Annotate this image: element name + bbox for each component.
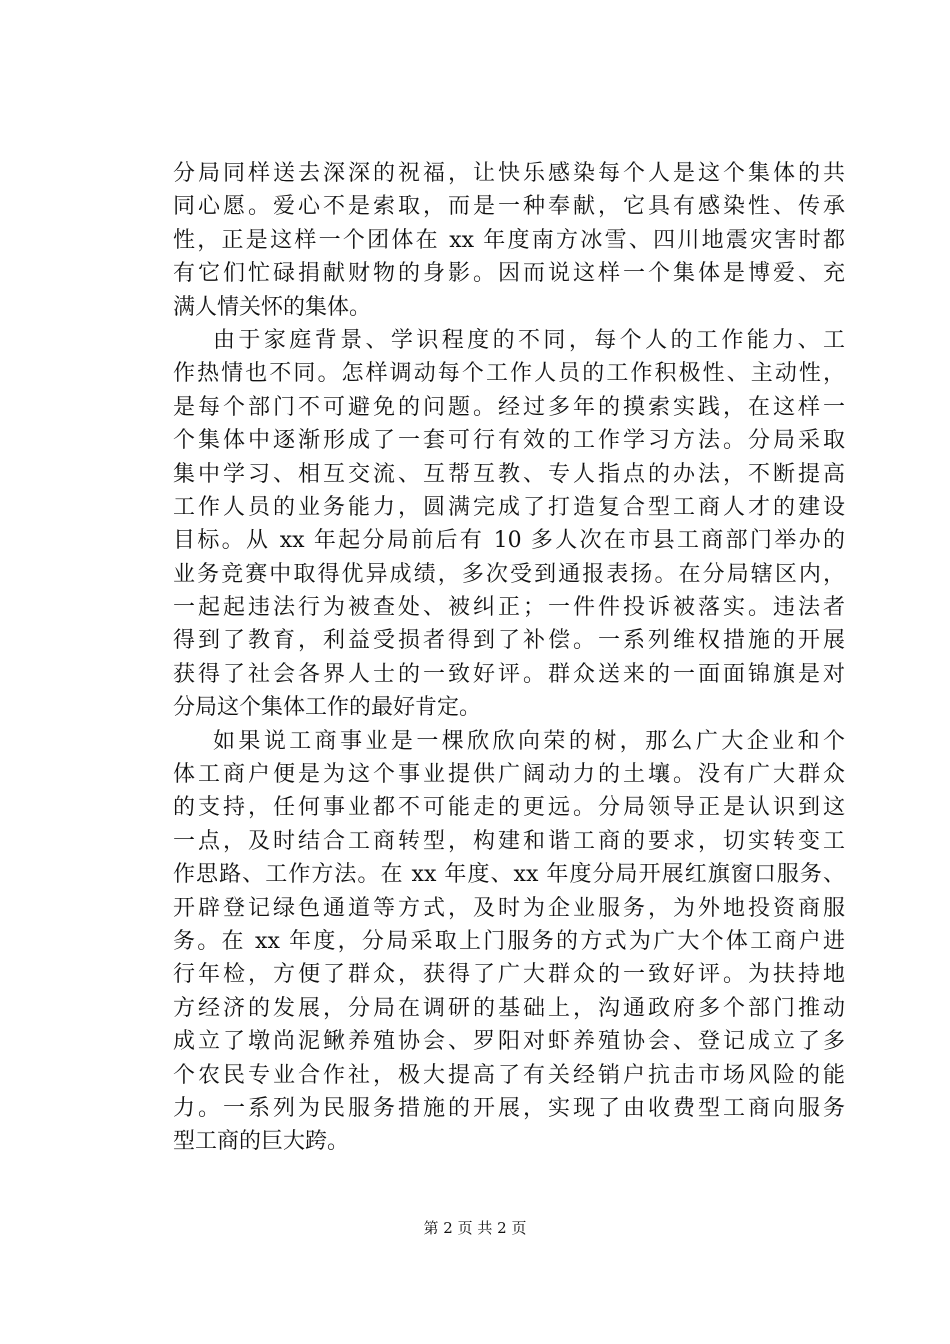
paragraph-line: 力。一系列为民服务措施的开展，实现了由收费型工商向服务 [173, 1095, 845, 1121]
paragraph-line: 务。在 xx 年度，分局采取上门服务的方式为广大个体工商户进 [173, 928, 845, 954]
paragraph-line: 业务竞赛中取得优异成绩，多次受到通报表扬。在分局辖区内， [173, 561, 845, 587]
paragraph-line: 集中学习、相互交流、互帮互教、专人指点的办法，不断提高 [173, 461, 845, 487]
paragraph-line: 分局同样送去深深的祝福，让快乐感染每个人是这个集体的共 [173, 161, 845, 186]
paragraph-line: 目标。从 xx 年起分局前后有 10 多人次在市县工商部门举办的 [173, 528, 845, 554]
paragraph-line: 如果说工商事业是一棵欣欣向荣的树，那么广大企业和个 [213, 728, 845, 754]
paragraph-line: 个农民专业合作社，极大提高了有关经销户抗击市场风险的能 [173, 1062, 845, 1088]
paragraph [173, 725, 845, 1159]
paragraph-line: 行年检，方便了群众，获得了广大群众的一致好评。为扶持地 [173, 962, 845, 988]
page-footer: 第 2 页 共 2 页 [423, 1219, 527, 1237]
paragraph-line: 型工商的巨大跨。 [173, 1129, 350, 1155]
paragraph-line: 由于家庭背景、学识程度的不同，每个人的工作能力、工 [213, 327, 845, 353]
paragraph-line: 有它们忙碌捐献财物的身影。因而说这样一个集体是博爱、充 [173, 261, 845, 287]
paragraph-line: 是每个部门不可避免的问题。经过多年的摸索实践，在这样一 [173, 394, 845, 420]
paragraph-line: 作热情也不同。怎样调动每个工作人员的工作积极性、主动性， [173, 361, 845, 387]
paragraph-line: 获得了社会各界人士的一致好评。群众送来的一面面锦旗是对 [173, 661, 845, 687]
paragraph-line: 一点，及时结合工商转型，构建和谐工商的要求，切实转变工 [173, 828, 845, 854]
paragraph-line: 一起起违法行为被查处、被纠正；一件件投诉被落实。违法者 [173, 595, 845, 621]
paragraph-line: 体工商户便是为这个事业提供广阔动力的土壤。没有广大群众 [173, 762, 845, 788]
paragraph-line: 开辟登记绿色通道等方式，及时为企业服务，为外地投资商服 [173, 895, 845, 921]
paragraph [173, 157, 845, 324]
paragraph-line: 分局这个集体工作的最好肯定。 [173, 695, 482, 721]
paragraph-line: 工作人员的业务能力，圆满完成了打造复合型工商人才的建设 [173, 494, 845, 520]
document-body [173, 157, 845, 1159]
paragraph-line: 成立了墩尚泥鳅养殖协会、罗阳对虾养殖协会、登记成立了多 [173, 1029, 845, 1055]
paragraph-line: 同心愿。爱心不是索取，而是一种奉献，它具有感染性、传承 [173, 194, 845, 220]
paragraph-line: 作思路、工作方法。在 xx 年度、xx 年度分局开展红旗窗口服务、 [173, 862, 845, 888]
paragraph-line: 满人情关怀的集体。 [173, 294, 372, 320]
paragraph-line: 性，正是这样一个团体在 xx 年度南方冰雪、四川地震灾害时都 [173, 227, 845, 253]
paragraph [173, 324, 845, 725]
paragraph-line: 得到了教育，利益受损者得到了补偿。一系列维权措施的开展 [173, 628, 845, 654]
paragraph-line: 方经济的发展，分局在调研的基础上，沟通政府多个部门推动 [173, 995, 845, 1021]
paragraph-line: 的支持，任何事业都不可能走的更远。分局领导正是认识到这 [173, 795, 845, 821]
paragraph-line: 个集体中逐渐形成了一套可行有效的工作学习方法。分局采取 [173, 428, 845, 454]
